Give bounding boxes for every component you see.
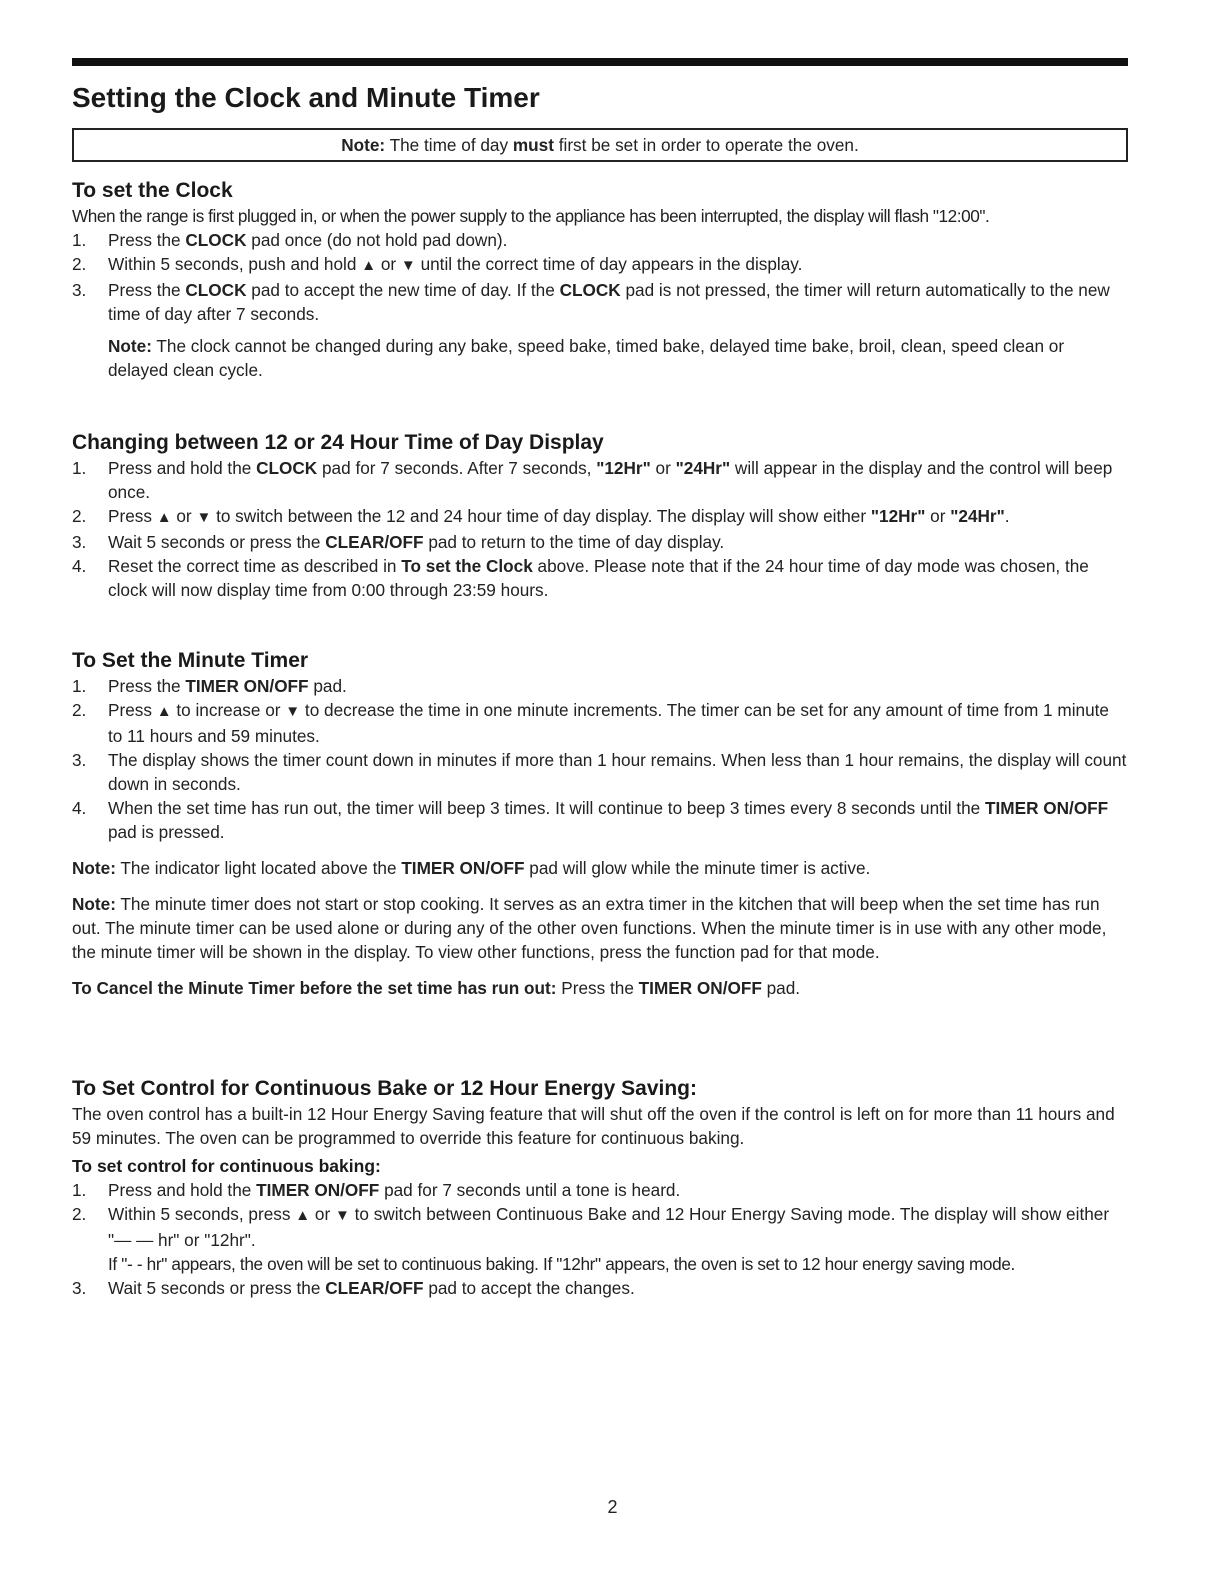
step-text: or bbox=[930, 506, 946, 526]
steps-list bbox=[72, 1178, 1128, 1300]
step-number: 1. bbox=[72, 676, 87, 696]
step-text: or bbox=[380, 254, 397, 274]
key-name: TIMER ON/OFF bbox=[185, 676, 309, 696]
step-text: Press the bbox=[108, 280, 181, 300]
step-text: until the correct time of day appears in the display. bbox=[420, 254, 803, 274]
step-text: to increase or bbox=[176, 700, 281, 720]
clock-note bbox=[72, 334, 1128, 382]
step-number: 4. bbox=[72, 556, 87, 576]
step-number: 1. bbox=[72, 1180, 87, 1200]
step-text: pad to accept the new time of day. If the bbox=[251, 280, 555, 300]
list-item bbox=[72, 1276, 1128, 1300]
down-arrow-icon: ▼ bbox=[196, 509, 212, 526]
list-item bbox=[72, 530, 1128, 554]
step-text: or bbox=[314, 1204, 331, 1224]
step-text: pad once (do not hold pad down). bbox=[251, 230, 508, 250]
note-label: Note: bbox=[341, 135, 386, 155]
up-arrow-icon: ▲ bbox=[361, 257, 377, 274]
top-rule bbox=[72, 58, 1128, 66]
list-item bbox=[72, 748, 1128, 796]
step-number: 2. bbox=[72, 506, 87, 526]
note-text: first be set in order to operate the oven. bbox=[558, 135, 859, 155]
list-item bbox=[72, 504, 1128, 530]
steps-list bbox=[72, 674, 1128, 844]
list-item bbox=[72, 698, 1128, 748]
step-text: to switch between Continuous Bake and 12 Hour Energy Saving mode. The display will show either "— — hr" or "12hr". bbox=[108, 1204, 1110, 1250]
down-arrow-icon: ▼ bbox=[334, 1207, 350, 1224]
note-text: pad will glow while the minute timer is active. bbox=[529, 858, 871, 878]
note-label: Note: bbox=[72, 894, 116, 914]
step-text: Within 5 seconds, press bbox=[108, 1204, 291, 1224]
steps-list bbox=[72, 456, 1128, 602]
step-text: pad to return to the time of day display. bbox=[428, 532, 725, 552]
key-name: CLOCK bbox=[256, 458, 318, 478]
step-number: 3. bbox=[72, 532, 87, 552]
step-text: Press bbox=[108, 506, 152, 526]
key-name: TIMER ON/OFF bbox=[256, 1180, 380, 1200]
section-minute-timer bbox=[72, 648, 1128, 1000]
up-arrow-icon: ▲ bbox=[156, 509, 172, 526]
list-item bbox=[72, 252, 1128, 278]
cancel-timer-instruction bbox=[72, 976, 1128, 1000]
key-name: CLOCK bbox=[185, 280, 247, 300]
list-item bbox=[72, 554, 1128, 602]
step-number: 3. bbox=[72, 1278, 87, 1298]
step-number: 1. bbox=[72, 230, 87, 250]
step-text: to decrease the time in one minute increments. The timer can be set for any amount of time from 1 minute to 11 hours and 59 minutes. bbox=[108, 700, 1109, 746]
top-note-box bbox=[72, 128, 1128, 162]
step-text: to switch between the 12 and 24 hour time of day display. The display will show either bbox=[216, 506, 867, 526]
steps-list bbox=[72, 228, 1128, 326]
page-title: Setting the Clock and Minute Timer bbox=[72, 82, 540, 113]
note-text: The indicator light located above the bbox=[120, 858, 397, 878]
display-value: "12Hr" bbox=[870, 506, 926, 526]
cancel-label: To Cancel the Minute Timer before the set time has run out: bbox=[72, 978, 557, 998]
step-text: pad for 7 seconds. After 7 seconds, bbox=[322, 458, 592, 478]
down-arrow-icon: ▼ bbox=[400, 257, 416, 274]
up-arrow-icon: ▲ bbox=[156, 703, 172, 720]
step-text: If "- - hr" appears, the oven will be set to continuous baking. If "12hr" appears, the oven is set to 12 hour energy saving mode. bbox=[108, 1254, 1015, 1274]
step-number: 1. bbox=[72, 458, 87, 478]
cancel-text: pad. bbox=[766, 978, 801, 998]
section-heading: To Set the Minute Timer bbox=[72, 649, 309, 672]
key-name: CLEAR/OFF bbox=[325, 1278, 424, 1298]
step-text: Reset the correct time as described in bbox=[108, 556, 397, 576]
step-text: will appear in the display and the control will beep once. bbox=[108, 458, 1113, 502]
key-name: CLOCK bbox=[185, 230, 247, 250]
section-heading: To Set Control for Continuous Bake or 12 Hour Energy Saving: bbox=[72, 1077, 697, 1100]
up-arrow-icon: ▲ bbox=[295, 1207, 311, 1224]
step-text: Wait 5 seconds or press the bbox=[108, 532, 321, 552]
step-text: pad is pressed. bbox=[108, 822, 225, 842]
display-value: "12Hr" bbox=[596, 458, 651, 478]
down-arrow-icon: ▼ bbox=[285, 703, 301, 720]
timer-note-indicator bbox=[72, 856, 1128, 880]
step-text: Press and hold the bbox=[108, 1180, 252, 1200]
section-reference: To set the Clock bbox=[401, 556, 533, 576]
step-text: Press the bbox=[108, 230, 181, 250]
section-intro: The oven control has a built-in 12 Hour Energy Saving feature that will shut off the oven if the control is left on for more than 11 hours and 59 minutes. The oven can be programmed to override this feature for continuous baking. bbox=[72, 1104, 1115, 1148]
step-number: 2. bbox=[72, 700, 87, 720]
list-item bbox=[72, 456, 1128, 504]
step-text: When the set time has run out, the timer will beep 3 times. It will continue to beep 3 times every 8 seconds until the bbox=[108, 798, 981, 818]
section-set-clock bbox=[72, 178, 1128, 382]
key-name: CLOCK bbox=[559, 280, 621, 300]
list-item bbox=[72, 278, 1128, 326]
step-text: above. Please note that if the 24 hour time of day mode was chosen, the clock will now display time from 0:00 through 23:59 hours. bbox=[108, 556, 1089, 600]
step-text: Press and hold the bbox=[108, 458, 252, 478]
key-name: TIMER ON/OFF bbox=[638, 978, 762, 998]
list-item bbox=[72, 1178, 1128, 1202]
section-heading: To set the Clock bbox=[72, 179, 233, 202]
step-text: pad for 7 seconds until a tone is heard. bbox=[384, 1180, 681, 1200]
section-continuous-bake bbox=[72, 1076, 1128, 1300]
step-text: Within 5 seconds, push and hold bbox=[108, 254, 357, 274]
timer-note-extra bbox=[72, 892, 1128, 964]
display-value: "24Hr" bbox=[950, 506, 1005, 526]
step-text: pad. bbox=[313, 676, 347, 696]
step-text: Wait 5 seconds or press the bbox=[108, 1278, 321, 1298]
list-item bbox=[72, 228, 1128, 252]
list-item bbox=[72, 1202, 1128, 1276]
key-name: TIMER ON/OFF bbox=[985, 798, 1109, 818]
step-text: Press the bbox=[108, 676, 181, 696]
key-name: CLEAR/OFF bbox=[325, 532, 424, 552]
step-text: Press bbox=[108, 700, 152, 720]
section-intro: When the range is first plugged in, or when the power supply to the appliance has been interrupted, the display will flash "12:00". bbox=[72, 206, 990, 226]
page-number: 2 bbox=[607, 1497, 618, 1517]
note-label: Note: bbox=[108, 336, 152, 356]
display-value: "24Hr" bbox=[675, 458, 731, 478]
section-12-24-hour bbox=[72, 430, 1128, 602]
step-text: . bbox=[1004, 506, 1010, 526]
note-label: Note: bbox=[72, 858, 116, 878]
section-heading: Changing between 12 or 24 Hour Time of Day Display bbox=[72, 431, 604, 454]
step-number: 4. bbox=[72, 798, 87, 818]
subheading: To set control for continuous baking: bbox=[72, 1156, 381, 1176]
note-text: The time of day bbox=[389, 135, 509, 155]
key-name: TIMER ON/OFF bbox=[401, 858, 525, 878]
step-number: 2. bbox=[72, 1204, 87, 1224]
list-item bbox=[72, 674, 1128, 698]
step-number: 3. bbox=[72, 280, 87, 300]
list-item bbox=[72, 796, 1128, 844]
step-text: or bbox=[176, 506, 192, 526]
step-text: or bbox=[655, 458, 671, 478]
step-text: The display shows the timer count down in minutes if more than 1 hour remains. When less than 1 hour remains, the display will count down in seconds. bbox=[108, 750, 1127, 794]
note-text: The minute timer does not start or stop cooking. It serves as an extra timer in the kitchen that will beep when the set time has run out. The minute timer can be used alone or during any of the other oven functions. When the minute timer is in use with any other mode, the minute timer will be shown in the display. To view other functions, press the function pad for that mode. bbox=[72, 894, 1107, 962]
step-text: pad is not pressed, the timer will return automatically to the new time of day after 7 seconds. bbox=[108, 280, 1110, 324]
step-text: pad to accept the changes. bbox=[428, 1278, 635, 1298]
note-emphasis: must bbox=[512, 135, 554, 155]
step-number: 3. bbox=[72, 750, 87, 770]
note-text: The clock cannot be changed during any bake, speed bake, timed bake, delayed time bake, broil, clean, speed clean or delayed clean cycle. bbox=[108, 336, 1065, 380]
step-number: 2. bbox=[72, 254, 87, 274]
cancel-text: Press the bbox=[561, 978, 634, 998]
